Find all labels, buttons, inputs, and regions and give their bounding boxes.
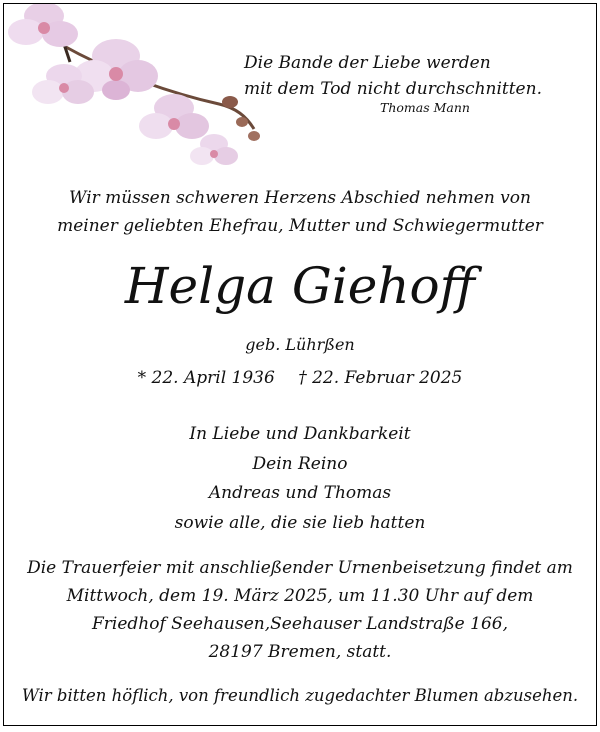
ceremony-details [4,554,596,666]
quote-block [244,50,542,116]
orchid-flower-icon [4,4,274,174]
ceremony-line: Mittwoch, dem 19. März 2025, um 11.30 Uhr auf dem [66,586,534,606]
mourner-line: In Liebe und Dankbarkeit [189,424,411,444]
mourner-line: sowie alle, die sie lieb hatten [174,512,426,533]
obituary-notice [3,3,597,726]
life-dates [4,366,596,390]
mourners-list [4,420,596,538]
mourner-line: Dein Reino [252,453,348,474]
deceased-name: Helga Giehoff [124,257,476,315]
death-date: † 22. Februar 2025 [298,368,463,388]
birth-name: geb. Lührßen [245,335,355,354]
ceremony-line: Friedhof Seehausen,Seehauser Landstraße 166, [92,614,508,634]
mourner-line: Andreas und Thomas [208,483,392,503]
quote-line: Die Bande der Liebe werden [244,53,491,73]
quote-author: Thomas Mann [380,100,470,115]
intro-line: meiner geliebten Ehefrau, Mutter und Schwiegermutter [57,216,543,236]
ceremony-line: Die Trauerfeier mit anschließender Urnenbeisetzung findet am [27,558,573,578]
ceremony-line: 28197 Bremen, statt. [208,642,392,662]
birth-date: * 22. April 1936 [137,368,275,388]
intro-text [4,184,596,240]
closing-request: Wir bitten höflich, von freundlich zugedachter Blumen abzusehen. [21,686,579,705]
quote-line: mit dem Tod nicht durchschnitten. [244,79,542,99]
intro-line: Wir müssen schweren Herzens Abschied nehmen von [69,188,531,208]
